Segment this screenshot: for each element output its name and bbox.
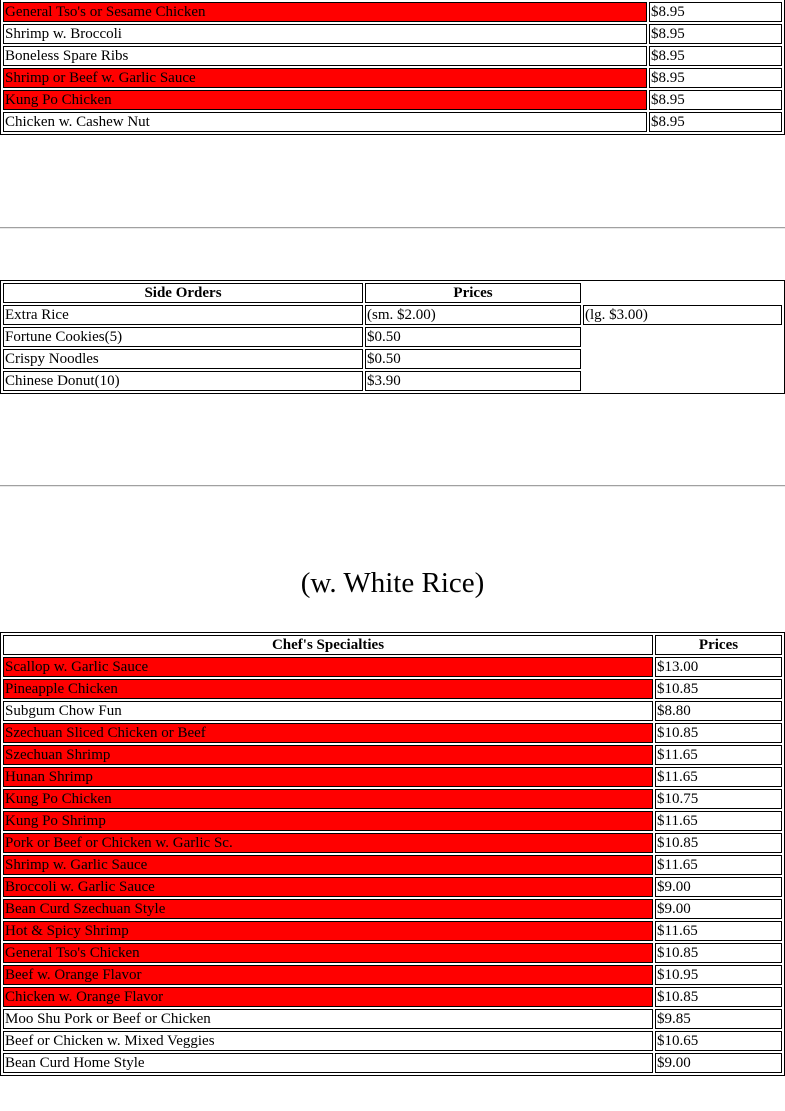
column-header-item: Side Orders [3,283,363,303]
item-name: Pork or Beef or Chicken w. Garlic Sc. [3,833,653,853]
table-row [3,921,782,941]
table-row [3,745,782,765]
item-name: Chicken w. Cashew Nut [3,112,647,132]
item-name: Beef or Chicken w. Mixed Veggies [3,1031,653,1051]
item-price: $8.80 [655,701,782,721]
column-header-item: Chef's Specialties [3,635,653,655]
table-row [3,305,782,325]
item-price: $10.75 [655,789,782,809]
empty-cell [583,283,782,303]
table-row [3,112,782,132]
table-row [3,349,782,369]
item-price: (sm. $2.00) [365,305,581,325]
table-row [3,899,782,919]
item-name: Beef w. Orange Flavor [3,965,653,985]
item-price: $9.00 [655,1053,782,1073]
table-row [3,1031,782,1051]
item-price: $0.50 [365,349,581,369]
item-price: $10.85 [655,833,782,853]
item-name: Subgum Chow Fun [3,701,653,721]
empty-cell [583,371,782,391]
item-price: $10.85 [655,723,782,743]
item-price: $9.85 [655,1009,782,1029]
item-name: General Tso's Chicken [3,943,653,963]
item-name: Kung Po Chicken [3,90,647,110]
item-name: Extra Rice [3,305,363,325]
item-name: Chicken w. Orange Flavor [3,987,653,1007]
table-row [3,68,782,88]
table-row [3,1053,782,1073]
table-row [3,767,782,787]
item-name: Bean Curd Szechuan Style [3,899,653,919]
item-name: Kung Po Shrimp [3,811,653,831]
empty-cell [583,349,782,369]
item-name: General Tso's or Sesame Chicken [3,2,647,22]
column-header-price: Prices [365,283,581,303]
item-name: Szechuan Shrimp [3,745,653,765]
chef-specialties-table [0,632,785,1076]
item-price: $11.65 [655,855,782,875]
item-name: Crispy Noodles [3,349,363,369]
table-row [3,811,782,831]
table-row [3,701,782,721]
table-row [3,833,782,853]
item-price: $3.90 [365,371,581,391]
item-name: Broccoli w. Garlic Sauce [3,877,653,897]
menu-table-body [3,2,782,132]
table-row [3,679,782,699]
table-row [3,877,782,897]
item-price: $8.95 [649,112,782,132]
chef-specialties-body [3,635,782,1073]
item-name: Hunan Shrimp [3,767,653,787]
item-price: $8.95 [649,24,782,44]
table-row [3,987,782,1007]
item-price: $9.00 [655,877,782,897]
item-price: $8.95 [649,68,782,88]
section-subtitle: (w. White Rice) [300,567,485,599]
table-row [3,943,782,963]
item-name: Pineapple Chicken [3,679,653,699]
item-price: $11.65 [655,745,782,765]
item-price: $11.65 [655,767,782,787]
item-name: Szechuan Sliced Chicken or Beef [3,723,653,743]
table-row [3,327,782,347]
table-row [3,657,782,677]
item-name: Kung Po Chicken [3,789,653,809]
item-name: Fortune Cookies(5) [3,327,363,347]
table-row [3,46,782,66]
column-header-price: Prices [655,635,782,655]
table-row [3,1009,782,1029]
table-row [3,90,782,110]
divider [0,485,785,487]
item-name: Shrimp w. Garlic Sauce [3,855,653,875]
item-name: Shrimp or Beef w. Garlic Sauce [3,68,647,88]
item-price: $10.85 [655,943,782,963]
item-price: $9.00 [655,899,782,919]
table-row [3,965,782,985]
table-row [3,855,782,875]
side-orders-table [0,280,785,394]
item-price-large: (lg. $3.00) [583,305,782,325]
item-price: $8.95 [649,90,782,110]
item-name: Scallop w. Garlic Sauce [3,657,653,677]
table-header-row [3,635,782,655]
item-name: Boneless Spare Ribs [3,46,647,66]
item-name: Shrimp w. Broccoli [3,24,647,44]
item-price: $10.65 [655,1031,782,1051]
table-header-row [3,283,782,303]
item-price: $0.50 [365,327,581,347]
item-price: $10.85 [655,987,782,1007]
table-row [3,723,782,743]
item-price: $8.95 [649,2,782,22]
side-orders-body [3,283,782,391]
empty-cell [583,327,782,347]
table-row [3,2,782,22]
table-row [3,789,782,809]
item-price: $11.65 [655,811,782,831]
item-name: Chinese Donut(10) [3,371,363,391]
table-row [3,371,782,391]
item-price: $8.95 [649,46,782,66]
item-price: $11.65 [655,921,782,941]
item-price: $13.00 [655,657,782,677]
table-row [3,24,782,44]
menu-table [0,0,785,135]
item-name: Hot & Spicy Shrimp [3,921,653,941]
item-price: $10.85 [655,679,782,699]
item-price: $10.95 [655,965,782,985]
divider [0,227,785,229]
item-name: Bean Curd Home Style [3,1053,653,1073]
item-name: Moo Shu Pork or Beef or Chicken [3,1009,653,1029]
